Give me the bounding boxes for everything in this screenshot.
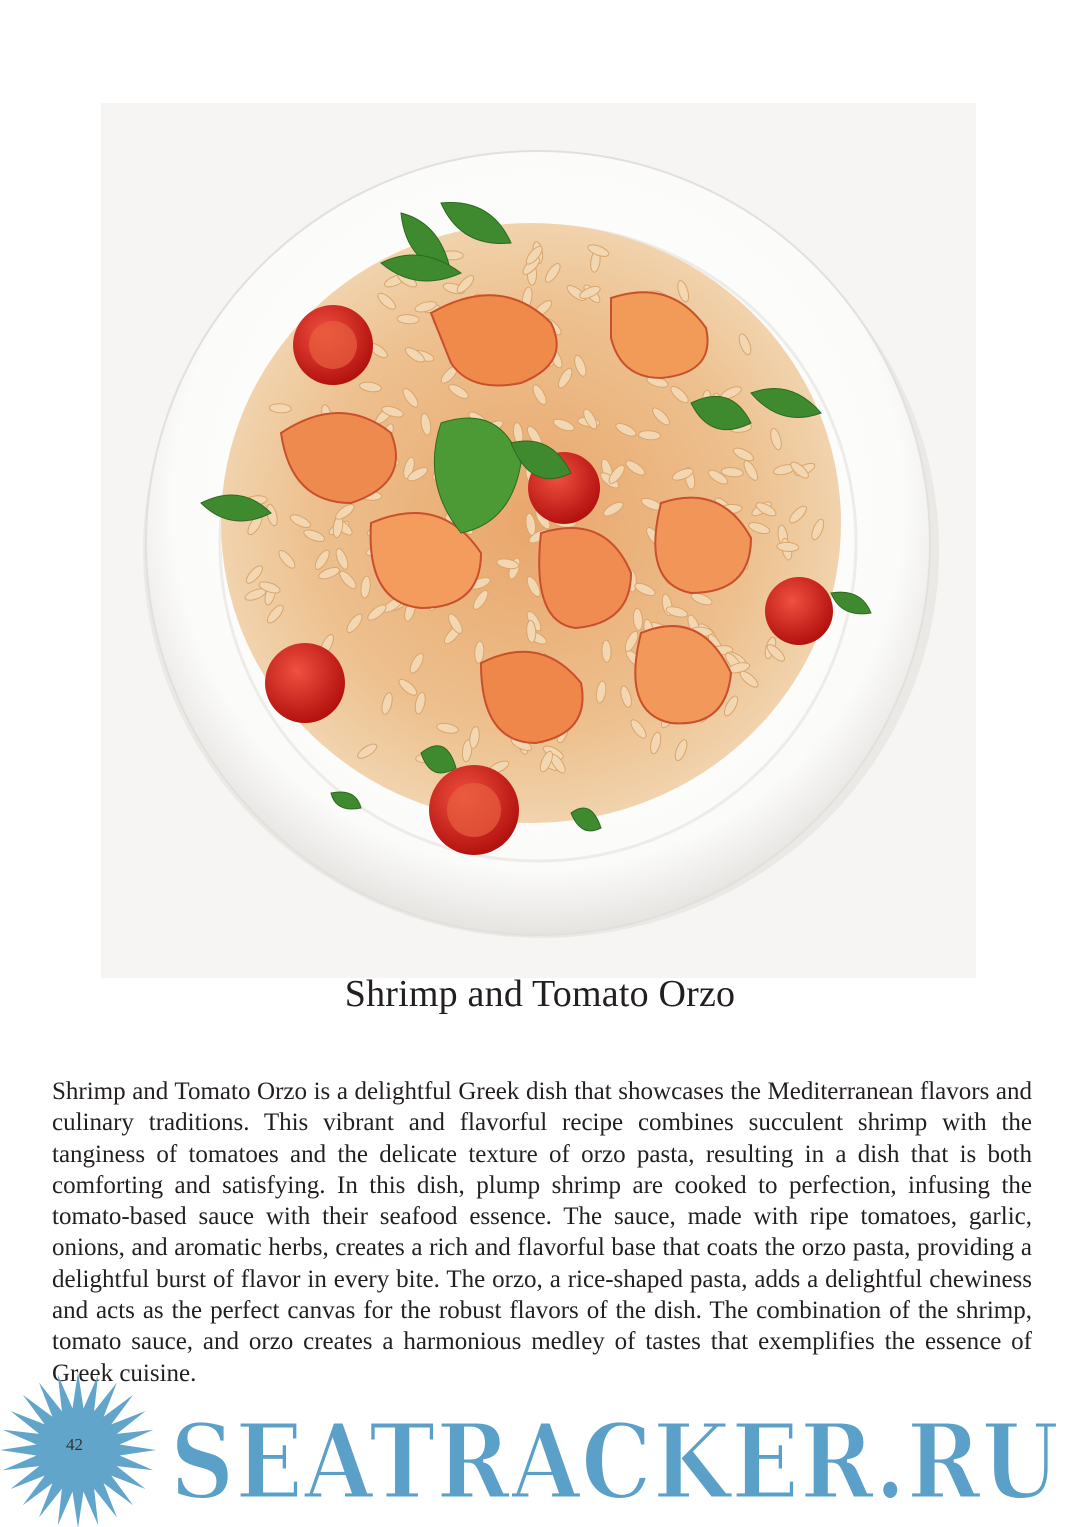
dish-photo <box>101 103 976 978</box>
recipe-description: Shrimp and Tomato Orzo is a delightful Greek dish that showcases the Mediterranean flavors and culinary traditions. This vibrant and flavorful recipe combines succulent shrimp with the tanginess of tomatoes and the delicate texture of orzo pasta, resulting in a dish that is both comforting and satisfying. In this dish, plump shrimp are cooked to perfection, infusing the tomato-based sauce with their seafood essence. The sauce, made with ripe tomatoes, garlic, onions, and aromatic herbs, creates a rich and flavorful base that coats the orzo pasta, providing a delightful burst of flavor in every bite. The orzo, a rice-shaped pasta, adds a delightful chewiness and acts as the perfect canvas for the robust flavors of the dish. The combination of the shrimp, tomato sauce, and orzo creates a harmonious medley of tastes that exemplifies the essence of Greek cuisine. <box>52 1078 1032 1387</box>
orzo-grain <box>602 640 612 662</box>
recipe-title: Shrimp and Tomato Orzo <box>344 973 736 1015</box>
watermark <box>0 1370 1080 1527</box>
watermark-text: SEATRACKER.RU <box>170 1400 1060 1523</box>
page-number: 42 <box>66 1435 83 1454</box>
